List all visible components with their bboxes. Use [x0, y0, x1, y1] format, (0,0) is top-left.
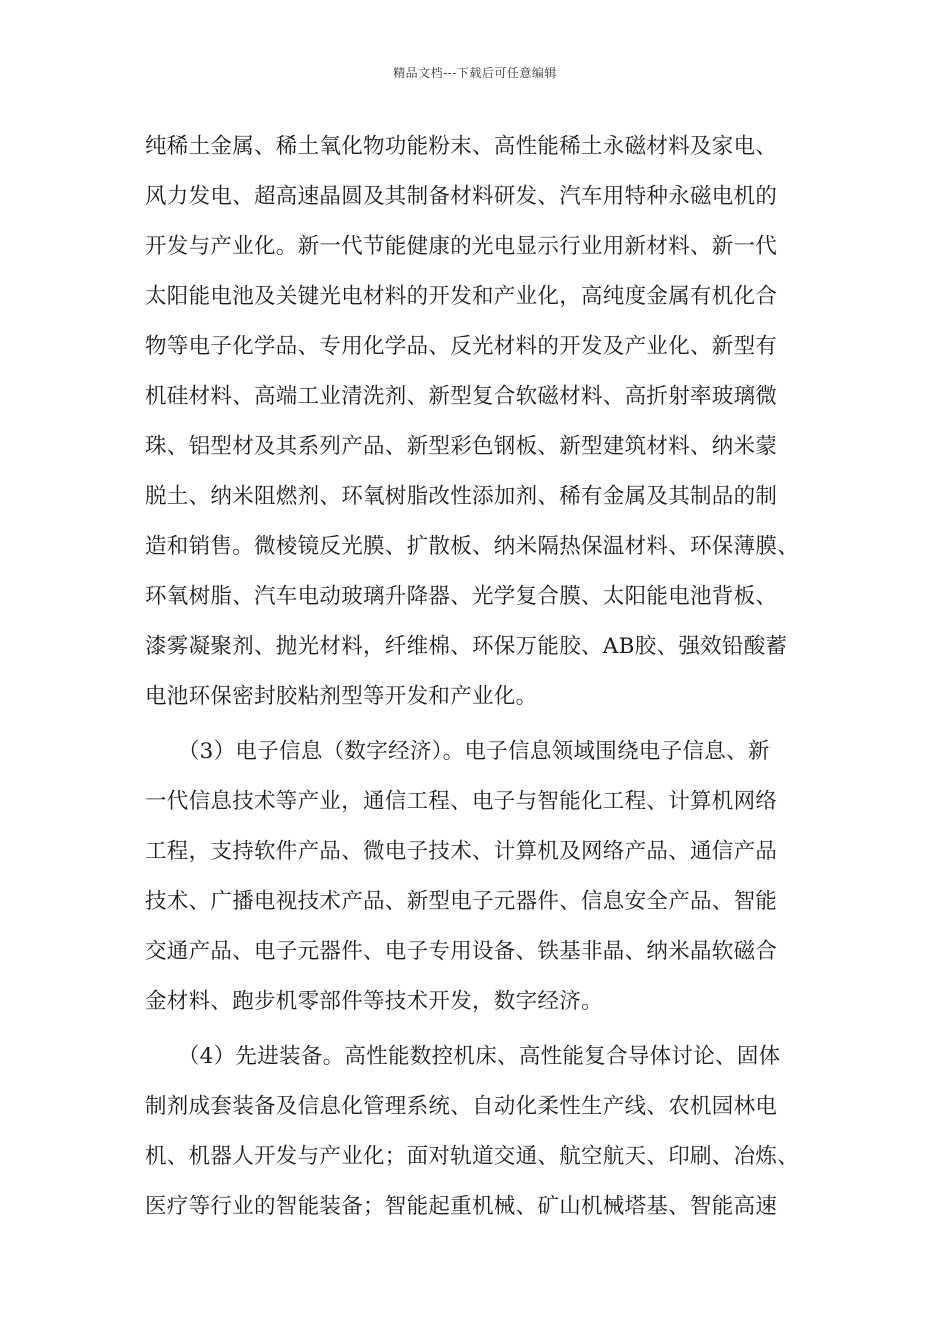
text-line: 太阳能电池及关键光电材料的开发和产业化，高纯度金属有机化合 [145, 284, 778, 309]
text-line: 开发与产业化。新一代节能健康的光电显示行业用新材料、新一代 [145, 234, 778, 259]
page-header: 精品文档---下载后可任意编辑 [393, 66, 557, 80]
text-line: 制剂成套装备及信息化管理系统、自动化柔性生产线、农机园林电 [145, 1094, 778, 1119]
text-line: （4）先进装备。高性能数控机床、高性能复合导体讨论、固体 [145, 1044, 781, 1069]
text-line: 金材料、跑步机零部件等技术开发，数字经济。 [145, 989, 603, 1014]
text-line: 珠、铝型材及其系列产品、新型彩色钢板、新型建筑材料、纳米蒙 [145, 434, 778, 459]
text-line: 一代信息技术等产业，通信工程、电子与智能化工程、计算机网络 [145, 789, 778, 814]
text-line: 风力发电、超高速晶圆及其制备材料研发、汽车用特种永磁电机的 [145, 184, 778, 209]
text-line: 物等电子化学品、专用化学品、反光材料的开发及产业化、新型有 [145, 334, 778, 359]
text-line: 漆雾凝聚剂、抛光材料，纤维棉、环保万能胶、AB胶、强效铅酸蓄 [145, 634, 788, 659]
text-line: 医疗等行业的智能装备；智能起重机械、矿山机械塔基、智能高速 [145, 1194, 778, 1219]
text-line: 纯稀土金属、稀土氧化物功能粉末、高性能稀土永磁材料及家电、 [145, 134, 778, 159]
paragraph-3 [145, 1032, 835, 1232]
text-line: 交通产品、电子元器件、电子专用设备、铁基非晶、纳米晶软磁合 [145, 939, 778, 964]
text-line: 机、机器人开发与产业化；面对轨道交通、航空航天、印刷、冶炼、 [145, 1144, 800, 1169]
text-line: （3）电子信息（数字经济）。电子信息领域围绕电子信息、新 [145, 739, 770, 764]
text-line: 技术、广播电视技术产品、新型电子元器件、信息安全产品、智能 [145, 889, 778, 914]
text-line: 电池环保密封胶粘剂型等开发和产业化。 [145, 684, 538, 709]
paragraph-2 [145, 727, 835, 1027]
text-line: 造和销售。微棱镜反光膜、扩散板、纳米隔热保温材料、环保薄膜、 [145, 534, 800, 559]
text-line: 环氧树脂、汽车电动玻璃升降器、光学复合膜、太阳能电池背板、 [145, 584, 778, 609]
text-line: 脱土、纳米阻燃剂、环氧树脂改性添加剂、稀有金属及其制品的制 [145, 484, 778, 509]
paragraph-1 [145, 122, 835, 722]
text-line: 工程，支持软件产品、微电子技术、计算机及网络产品、通信产品 [145, 839, 778, 864]
document-body [145, 122, 835, 1232]
text-line: 机硅材料、高端工业清洗剂、新型复合软磁材料、高折射率玻璃微 [145, 384, 778, 409]
